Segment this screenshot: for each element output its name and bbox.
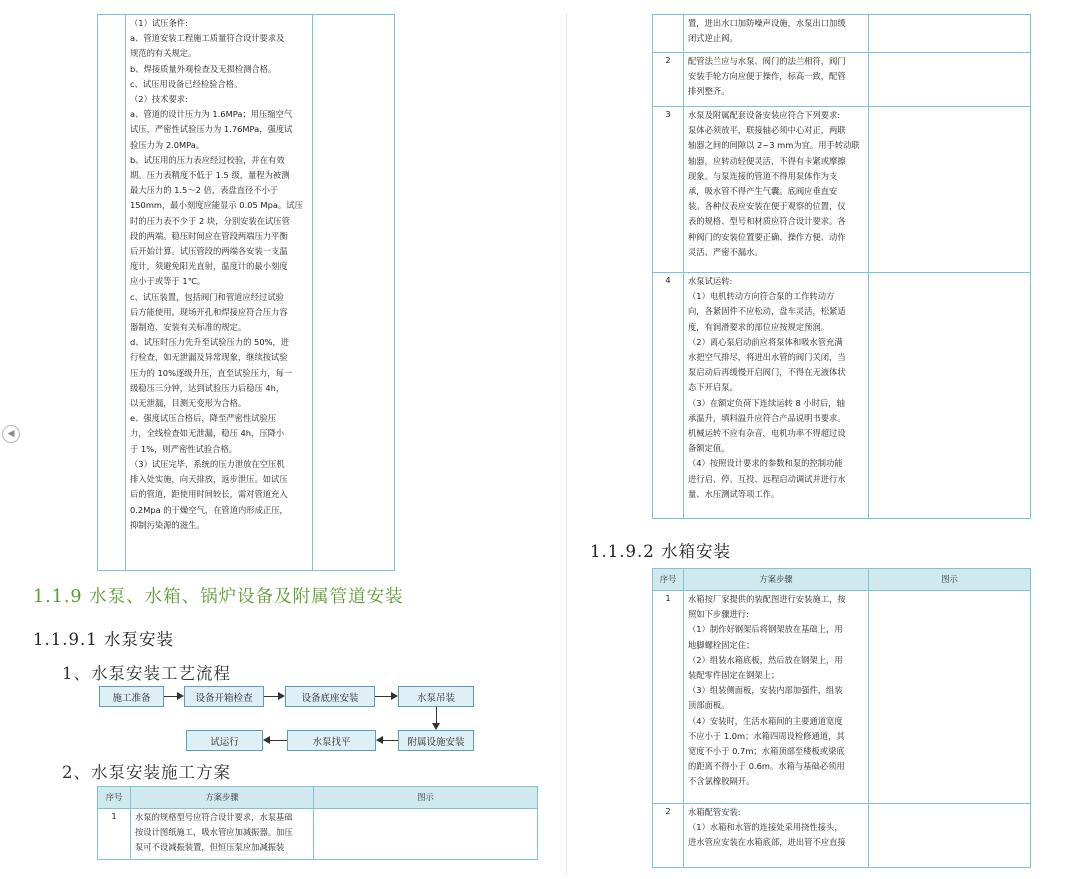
step-text-line: 以无泄漏，目测无变形为合格。 (130, 398, 247, 409)
step-text-line: 应小于或等于 1℃。 (130, 276, 206, 287)
step-text-line: 按设计图纸施工，吸水管应加减振器。加压 (135, 827, 293, 838)
step-text-line: 0.2Mpa 的干燥空气，在管道内形成正压， (130, 504, 288, 515)
step-text-line: 承温升，填料温升应符合产品说明书要求。 (688, 412, 846, 423)
step-cell (684, 53, 869, 107)
image-cell (869, 53, 1031, 107)
step-text-line: 度计，须避免阳光直射，温度计的最小刻度 (130, 261, 288, 272)
step-text-line: 段的两端。稳压时间应在管段两端压力平衡 (130, 230, 288, 241)
flow-step: 试运行 (186, 730, 263, 751)
step-text-line: 试压，严密性试验压力为 1.76MPa，强度试 (130, 124, 293, 135)
right-page (540, 0, 1080, 879)
step-text-line: （2）组装水箱底板，然后放在钢架上，用 (688, 654, 843, 665)
pressure-test-table (97, 14, 395, 571)
flow-arrow (264, 696, 278, 697)
flow-arrow (375, 696, 391, 697)
table-row (653, 804, 1031, 868)
step-text-line: 量、水压测试等项工作。 (688, 488, 780, 499)
step-text-line: （2）技术要求: (130, 94, 188, 105)
step-text-line: （1）水箱和水管的连接处采用挠性接头， (688, 822, 843, 833)
table-header-row (653, 569, 1031, 591)
step-text-line: 抑制污染源的滋生。 (130, 519, 205, 530)
step-text-line: 表的规格、型号和材质应符合设计要求。各 (688, 216, 846, 227)
row-number (653, 15, 684, 53)
step-text-line: 现象。与泵连接的管道不得用泵体作为支 (688, 170, 838, 181)
step-cell (131, 809, 314, 860)
flow-heading: 1、水泵安装工艺流程 (62, 664, 231, 683)
step-text-line: 排入处实施，向天排放，返步泄压。如试压 (130, 474, 288, 485)
header-img: 图示 (314, 787, 538, 809)
header-step: 方案步骤 (131, 787, 314, 809)
step-lines (688, 54, 864, 100)
table-header-row (98, 787, 538, 809)
header-num: 序号 (653, 569, 684, 591)
table-row (653, 107, 1031, 273)
step-text-line: c、试压用设备已经检验合格。 (130, 78, 243, 89)
flow-arrow (270, 740, 287, 741)
step-text-line: 于 1%，则严密性试验合格。 (130, 443, 238, 454)
step-text-line: 规范的有关规定。 (130, 48, 197, 59)
arrow-right-icon (177, 692, 184, 700)
table-row (653, 591, 1031, 804)
step-text-line: 水泵及附属配套设备安装应符合下列要求: (688, 110, 841, 120)
step-cell (684, 804, 869, 868)
step-text-line: 顶部面板。 (688, 700, 730, 711)
section-heading-1-1-9: 1.1.9 水泵、水箱、锅炉设备及附属管道安装 (33, 587, 404, 607)
step-text-line: 装。各种仪表应安装在便于观察的位置，仪 (688, 201, 846, 212)
step-text-line: （4）按照设计要求的参数和泵的控制功能 (688, 458, 843, 469)
image-cell (869, 591, 1031, 804)
step-text-line: 泵体必须放平，联接轴必须中心对正，两联 (688, 125, 846, 136)
row-number (98, 15, 126, 571)
step-text-line: 水泵试运转: (688, 276, 733, 286)
step-lines (688, 592, 864, 790)
step-text-line: （3）试压完毕，系统的压力泄放在空压机 (130, 458, 285, 469)
step-text-line: 置，进出水口加防噪声设施，水泵出口加缓 (688, 18, 846, 28)
image-cell (869, 107, 1031, 273)
step-text-line: （3）组装侧面板，安装内部加强件，组装 (688, 685, 843, 696)
step-text-line: d、试压时压力先升至试验压力的 50%，进 (130, 337, 290, 348)
step-text-line: b、焊接质量外观检查及无损检测合格。 (130, 63, 277, 74)
step-lines (688, 108, 864, 260)
step-text-line: （3）在额定负荷下连续运转 8 小时后，轴 (688, 397, 845, 408)
step-cell (684, 591, 869, 804)
step-text-line: 向，各紧固件不应松动，盘车灵活，松紧适 (688, 306, 846, 317)
step-lines (688, 274, 864, 502)
step-text-line: 地脚螺栓固定住； (688, 639, 755, 650)
arrow-left-icon (376, 736, 383, 744)
row-number: 1 (653, 591, 684, 804)
step-text-line: 级稳压三分钟，达到试验压力后稳压 4h， (130, 382, 285, 393)
step-text-line: 闭式逆止阀。 (688, 33, 738, 44)
step-text-line: 150mm，最小刻度应能显示 0.05 Mpa。试压 (130, 200, 303, 211)
row-number: 2 (653, 804, 684, 868)
flow-step: 附属设施安装 (398, 730, 474, 751)
flow-step: 设备底座安装 (285, 686, 375, 707)
step-text-line: 最大压力的 1.5～2 倍，表盘直径不小于 (130, 185, 279, 196)
header-step: 方案步骤 (684, 569, 869, 591)
step-text-line: 轴器之间的间隙以 2~3 mm为宜。用手转动联 (688, 140, 860, 151)
step-text-line: （1）电机转动方向符合泵的工作转动方 (688, 291, 835, 302)
step-text-line: 安装手轮方向应便于操作，标高一致，配管 (688, 71, 846, 82)
step-text-line: 态下开启泵。 (688, 382, 738, 393)
image-cell (869, 273, 1031, 519)
step-text-line: a、管道安装工程施工质量符合设计要求及 (130, 33, 285, 44)
step-text-line: 力，全线检查如无泄漏，稳压 4h，压降小 (130, 428, 285, 439)
table-row (653, 273, 1031, 519)
tank-plan-table (652, 568, 1031, 868)
step-text-line: e、强度试压合格后，降至严密性试验压 (130, 413, 277, 424)
step-text-line: 器制造、安装有关标准的规定。 (130, 322, 247, 333)
step-text-line: （1）制作好钢架后将钢架放在基础上，用 (688, 624, 843, 635)
plan-heading: 2、水泵安装施工方案 (62, 763, 231, 782)
step-text-line: 行检查，如无泄漏及异常现象，继续按试验 (130, 352, 288, 363)
step-text-line: 备额定值。 (688, 443, 730, 454)
pump-plan-table (97, 786, 538, 860)
table-row (653, 15, 1031, 53)
arrow-right-icon (278, 692, 285, 700)
step-text-line: （4）安装时，生活水箱间的主要通道宽度 (688, 715, 843, 726)
step-text-line: b、试压用的压力表应经过校验，并在有效 (130, 154, 285, 165)
step-text-line: （1）试压条件: (130, 18, 188, 28)
step-cell (126, 15, 313, 571)
step-text-line: 后开始计算。试压管段的两端各安装一支温 (130, 246, 288, 257)
flow-arrow (436, 707, 437, 723)
pump-plan-table-continued (652, 14, 1031, 519)
flow-step: 水泵找平 (287, 730, 376, 751)
step-text-line: 承，吸水管不得产生气囊。底阀应垂直安 (688, 186, 838, 197)
step-text-line: 排列整齐。 (688, 86, 730, 97)
header-img: 图示 (869, 569, 1031, 591)
step-text-line: 宽度不小于 0.7m；水箱顶部至楼板或梁底 (688, 746, 845, 757)
step-text-line: 后方能使用。现场开孔和焊接应符合压力容 (130, 306, 288, 317)
previous-page-icon[interactable]: ◀ (2, 425, 20, 443)
step-text-line: 照如下步骤进行: (688, 609, 749, 620)
image-cell (313, 15, 395, 571)
section-heading-1-1-9-1: 1.1.9.1 水泵安装 (33, 630, 174, 649)
step-text-line: 配管法兰应与水泵、阀门的法兰相符，阀门 (688, 56, 846, 66)
step-text-line: 种阀门的安装位置要正确、操作方便、动作 (688, 231, 846, 242)
step-cell (684, 273, 869, 519)
step-text-line: 轴器，应转动轻便灵活，不得有卡紧或摩擦 (688, 155, 846, 166)
flow-step: 水泵吊装 (398, 686, 474, 707)
row-number: 3 (653, 107, 684, 273)
flow-step: 设备开箱检查 (184, 686, 264, 707)
step-text-line: 机械运转不应有杂音，电机功率不得超过设 (688, 428, 846, 439)
flow-arrow (383, 740, 398, 741)
step-text-line: a、管道的设计压力为 1.6MPa；用压缩空气 (130, 109, 293, 120)
step-text-line: 水泵的规格型号应符合设计要求，水泵基础 (135, 812, 293, 822)
step-text-line: 水把空气排尽，将进出水管的阀门关闭，当 (688, 352, 846, 363)
step-lines (130, 16, 308, 533)
flow-step: 施工准备 (99, 686, 164, 707)
step-cell (684, 15, 869, 53)
header-num: 序号 (98, 787, 131, 809)
image-cell (314, 809, 538, 860)
step-lines (135, 810, 309, 856)
step-lines (688, 16, 864, 46)
table-row (98, 809, 538, 860)
section-heading-1-1-9-2: 1.1.9.2 水箱安装 (590, 542, 731, 561)
row-number: 4 (653, 273, 684, 519)
step-text-line: 泵启动后再缓慢开启阀门，不得在无液体状 (688, 367, 846, 378)
row-number: 2 (653, 53, 684, 107)
row-number: 1 (98, 809, 131, 860)
table-row (98, 15, 395, 571)
image-cell (869, 804, 1031, 868)
step-text-line: 压力的 10%逐级升压，直至试验压力，每一 (130, 367, 293, 378)
step-text-line: 灵活、严密不漏水。 (688, 246, 763, 257)
step-text-line: 验压力为 2.0MPa。 (130, 139, 205, 150)
step-text-line: 水箱配管安装: (688, 807, 741, 817)
step-text-line: 期。压力表精度不低于 1.5 级，量程为被测 (130, 170, 290, 181)
step-text-line: 进水管应安装在水箱底部，进出管不应直接 (688, 837, 846, 848)
arrow-left-icon (263, 736, 270, 744)
step-text-line: 水箱按厂家提供的装配图进行安装施工，按 (688, 594, 846, 604)
step-text-line: 装配零件固定在钢架上； (688, 670, 780, 681)
step-text-line: 泵可不设减振装置，但恒压泵应加减振装 (135, 842, 285, 853)
step-text-line: 时的压力表不少于 2 块，分别安装在试压管 (130, 215, 290, 226)
step-text-line: 度，有润滑要求的部位应按规定预润。 (688, 321, 830, 332)
image-cell (869, 15, 1031, 53)
table-row (653, 53, 1031, 107)
step-cell (684, 107, 869, 273)
flow-arrow (164, 696, 177, 697)
arrow-right-icon (391, 692, 398, 700)
step-text-line: 后的管道，距使用时间较长，需对管道充入 (130, 489, 288, 500)
step-lines (688, 805, 864, 851)
arrow-down-icon (432, 723, 440, 730)
step-text-line: c、试压装置，包括阀门和管道应经过试验 (130, 291, 284, 302)
step-text-line: 的距离不得小于 0.6m。水箱与基础必须用 (688, 761, 845, 772)
step-text-line: 不应小于 1.0m；水箱四周设检修通道，其 (688, 730, 845, 741)
step-text-line: （2）离心泵启动前应将泵体和吸水管充满 (688, 336, 843, 347)
step-text-line: 不含氯橡胶隔开。 (688, 776, 755, 787)
step-text-line: 进行启、停、互投、远程启动调试并进行水 (688, 473, 846, 484)
